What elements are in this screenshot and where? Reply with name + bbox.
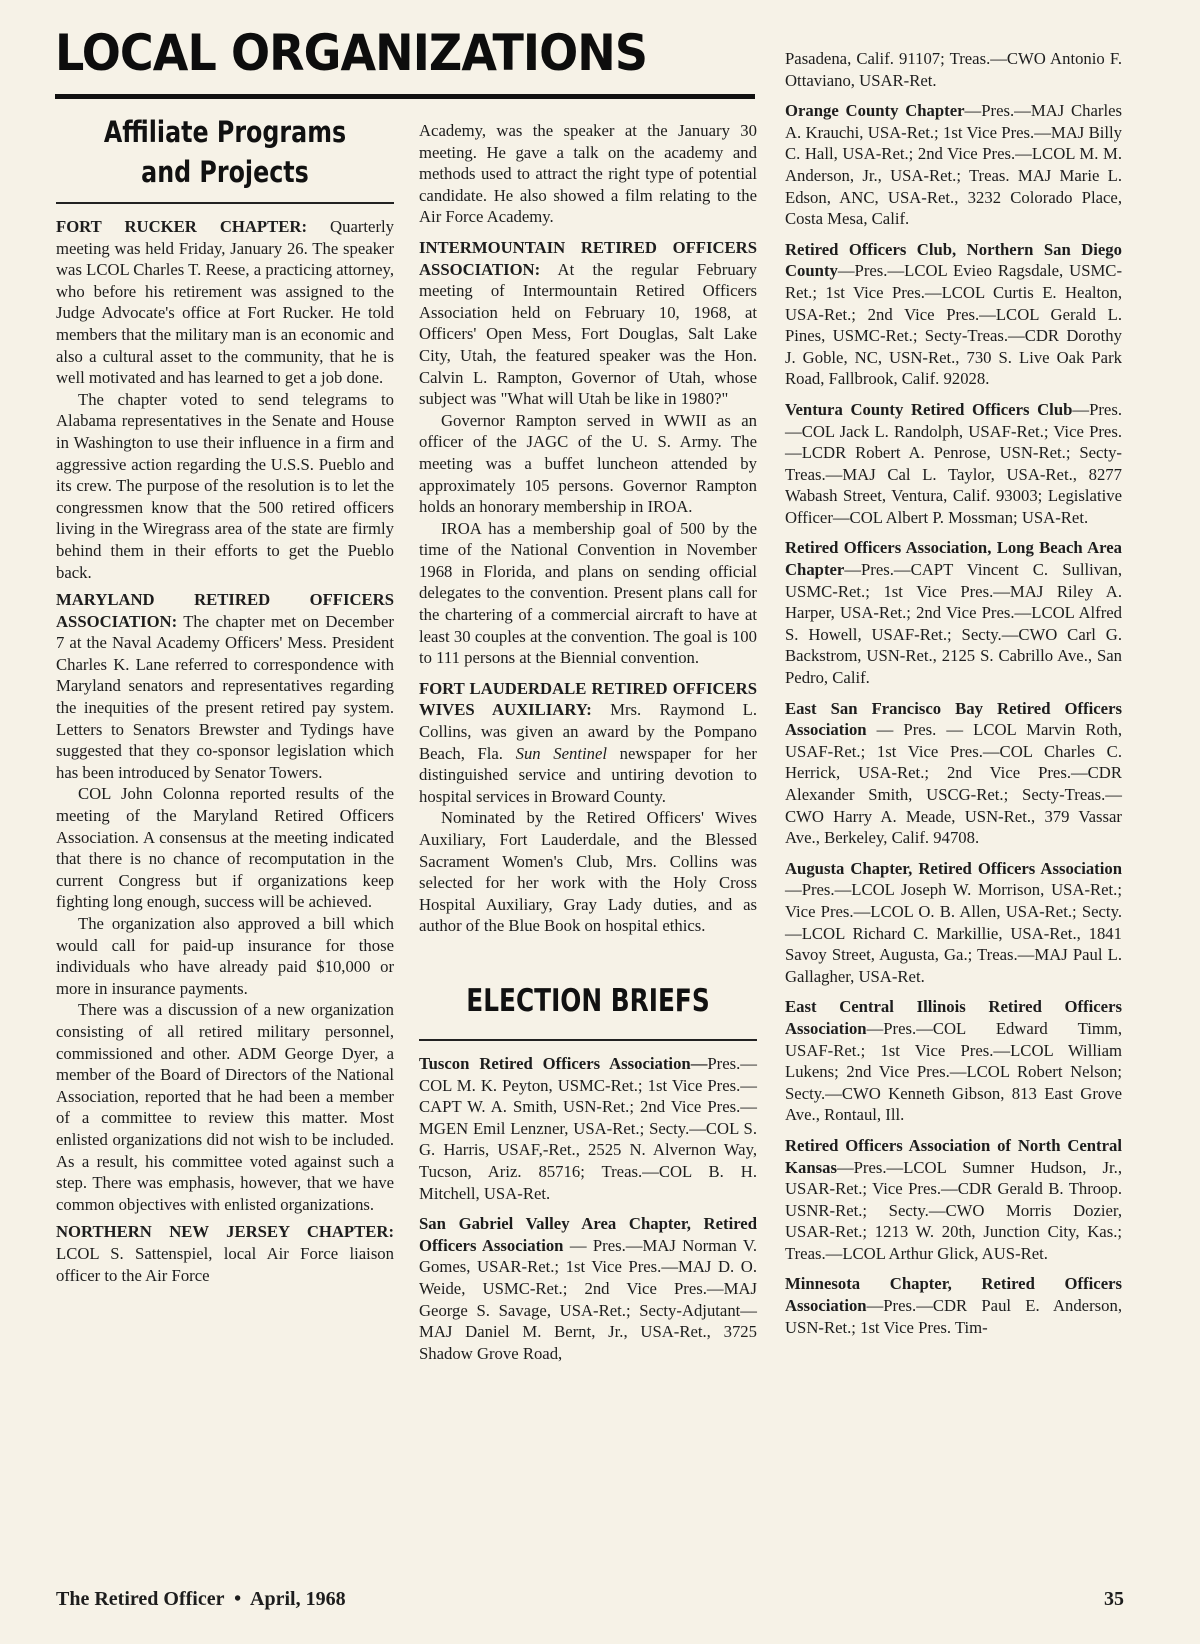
- article-maryland: [56, 589, 394, 1215]
- section-heading-election-briefs: ELECTION BRIEFS: [466, 982, 710, 1019]
- footer-publication-line: [56, 1588, 346, 1611]
- election-san-gabriel: [419, 1213, 757, 1364]
- article-text: LCOL S. Sattenspiel, local Air Force liaison officer to the Air Force: [56, 1243, 394, 1285]
- article-text: Academy, was the speaker at the January 30 meeting. He gave a talk on the academy and methods used to attract the right type of potential candidate. He also showed a film relating to the Air Force Academy.: [419, 121, 757, 227]
- election-text: —Pres.—COL Edward Timm, USAF-Ret.; 1st Vice Pres.—LCOL William Lukens; 2nd Vice Pres.—LCOL Robert Nelson; Secty.—CWO Kenneth Gibson, 813 East Grove Ave., Rontaul, Ill.: [785, 1018, 1122, 1125]
- article-intermountain: [419, 237, 757, 669]
- article-northern-new-jersey: [56, 1221, 394, 1286]
- column-3: [785, 48, 1122, 1347]
- election-lead: Retired Officers Club, Northern San Diego County: [785, 239, 1122, 281]
- article-lead: FORT RUCKER CHAPTER:: [56, 217, 307, 236]
- election-text: — Pres. — LCOL Marvin Roth, USAF-Ret.; 1st Vice Pres.—COL Charles C. Herrick, USA-Ret.; 2nd Vice Pres.—CDR Alexander Smith, USCG-Ret.; Secty-Treas.—CWO Harry A. Meade, USN-Ret., 379 Vassar Ave., Berkeley, Calif. 94708.: [785, 720, 1122, 848]
- article-text: At the regular February meeting of Intermountain Retired Officers Association held on February 10, 1968, at Officers' Open Mess, Fort Douglas, Salt Lake City, Utah, the featured speaker was the Hon. Calvin L. Rampton, Governor of Utah, whose subject was "What will Utah be like in 1980?": [419, 259, 757, 409]
- article-paragraph: The chapter voted to send telegrams to Alabama representatives in the Senate and House in Washington to use their influence in a firm and aggressive action regarding the U.S.S. Pueblo and its crew. The purpose of the resolution is to let the congressmen know that the 500 retired officers living in the Wiregrass area of the state are firmly behind them in their efforts to get the Pueblo back.: [56, 389, 394, 582]
- article-lead: NORTHERN NEW JERSEY CHAPTER:: [56, 1222, 394, 1242]
- election-text: —Pres.—CDR Paul E. Anderson, USN-Ret.; 1st Vice Pres. Tim-: [785, 1296, 1122, 1337]
- column-2: [419, 120, 757, 1373]
- election-lead: Augusta Chapter, Retired Officers Association: [785, 858, 1122, 878]
- election-text: —Pres.—LCOL Joseph W. Morrison, USA-Ret.; Vice Pres.—LCOL O. B. Allen, USA-Ret.; Secty.—LCOL Richard C. Markillie, USA-Ret., 1841 Savoy Street, Augusta, Ga.; Treas.—MAJ Paul L. Gallagher, USA-Ret.: [785, 880, 1122, 986]
- election-lead: Tuscon Retired Officers Association—: [419, 1053, 708, 1073]
- article-fort-rucker: [56, 216, 394, 583]
- column-1: [56, 112, 394, 1286]
- election-text: —Pres.—COL Jack L. Randolph, USAF-Ret.; Vice Pres.—LCDR Robert A. Penrose, USN-Ret.; Secty-Treas.—MAJ Cal L. Taylor, USA-Ret., 8277 Wabash Street, Ventura, Calif. 93003; Legislative Officer—COL Albert P. Mossman; USA-Ret.: [785, 399, 1122, 527]
- election-entry: [785, 858, 1122, 988]
- election-san-gabriel-continued: [785, 48, 1122, 91]
- article-lead: FORT LAUDERDALE RETIRED OFFICERS WIVES AUXILIARY:: [419, 678, 757, 720]
- article-northern-new-jersey-continued: [419, 120, 757, 228]
- election-lead: East Central Illinois Retired Officers Association: [785, 997, 1122, 1038]
- election-lead: Retired Officers Association, Long Beach Area Chapter: [785, 538, 1122, 580]
- article-paragraph: IROA has a membership goal of 500 by the time of the National Convention in November 1968 in Florida, and plans on sending official delegates to the convention. Present plans call for the chartering of a commercial aircraft to have at least 30 couples at the convention. The goal is 100 to 111 persons at the Biennial convention.: [419, 518, 757, 668]
- article-text: The chapter met on December 7 at the Naval Academy Officers' Mess. President Charles K. Lane referred to correspondence with Maryland senators and representatives regarding the inequities of the present retired pay system. Letters to Senators Brewster and Tydings have suggested that they co-sponsor legislation which has been introduced by Senator Towers.: [56, 611, 394, 782]
- election-text: —Pres.—MAJ Charles A. Krauchi, USA-Ret.; 1st Vice Pres.—MAJ Billy C. Hall, USA-Ret.; 2nd Vice Pres.—LCOL M. M. Anderson, Jr., USA-Ret.; Treas. MAJ Marie L. Edson, ANC, USA-Ret., 3232 Colorado Place, Costa Mesa, Calif.: [785, 101, 1122, 229]
- election-entry: [785, 1273, 1122, 1338]
- section-rule: [56, 202, 394, 204]
- election-entry: [785, 100, 1122, 230]
- election-text: — Pres.—MAJ Norman V. Gomes, USAR-Ret.; 1st Vice Pres.—MAJ D. O. Weide, USMC-Ret.; 2nd Vice Pres.—MAJ George S. Savage, USA-Ret.; Secty-Adjutant—MAJ Daniel M. Bernt, Jr., USA-Ret., 3725 Shadow Grove Road,: [419, 1235, 757, 1363]
- section-heading-line-2: and Projects: [141, 155, 309, 189]
- article-paragraph: The organization also approved a bill which would call for paid-up insurance for those individuals who have already paid $10,000 or more in insurance payments.: [56, 914, 394, 998]
- election-text: Pres.—COL M. K. Peyton, USMC-Ret.; 1st Vice Pres.—CAPT W. A. Smith, USN-Ret.; 2nd Vice Pres.—MGEN Emil Lenzner, USA-Ret.; Secty.—COL S. G. Harris, USAF,-Ret., 2525 N. Alvernon Way, Tucson, Ariz. 85716; Treas.—COL B. H. Mitchell, USA-Ret.: [419, 1053, 757, 1203]
- election-lead: San Gabriel Valley Area Chapter, Retired Officers Association: [419, 1214, 757, 1255]
- article-lead: INTERMOUNTAIN RETIRED OFFICERS ASSOCIATION:: [419, 237, 757, 279]
- article-text: Quarterly meeting was held Friday, January 26. The speaker was LCOL Charles T. Reese, a practicing attorney, who before his retirement was assigned to the Judge Advocate's office at Fort Rucker. He told members that the military man is an economic and also a cultural asset to the community, that he is well motivated and has learned to get a job done.: [56, 217, 394, 388]
- election-entry: [785, 996, 1122, 1126]
- election-entry: [785, 1135, 1122, 1265]
- election-entry: [785, 537, 1122, 688]
- election-text: —Pres.—LCOL Evieo Ragsdale, USMC-Ret.; 1st Vice Pres.—LCOL Curtis E. Healton, USA-Ret.; 2nd Vice Pres.—LCOL Gerald L. Pines, USMC-Ret.; Secty-Treas.—CDR Dorothy J. Goble, NC, USN-Ret., 730 S. Live Oak Park Road, Fallbrook, Calif. 92028.: [785, 261, 1122, 389]
- election-text: Pasadena, Calif. 91107; Treas.—CWO Antonio F. Ottaviano, USAR-Ret.: [785, 49, 1122, 90]
- article-paragraph: There was a discussion of a new organization consisting of all retired military personnel, commissioned and other. ADM George Dyer, a member of the Board of Directors of the National Association, reported that he had been a member of a committee to review this matter. Most enlisted organizations did not wish to be included. As a result, his committee voted against such a step. There was emphasis, however, that we have common objectives with enlisted organizations.: [56, 1000, 394, 1214]
- section-rule: [419, 1039, 757, 1041]
- election-text: —Pres.—LCOL Sumner Hudson, Jr., USAR-Ret.; Vice Pres.—CDR Gerald B. Throop. USNR-Ret.; Secty.—CWO Morris Dozier, USAR-Ret.; 1213 W. 20th, Junction City, Kas.; Treas.—LCOL Arthur Glick, AUS-Ret.: [785, 1157, 1122, 1263]
- article-paragraph: COL John Colonna reported results of the meeting of the Maryland Retired Officers Association. A consensus at the meeting indicated that there is no chance of recomputation in the current Congress but if organizations keep fighting long enough, success will be achieved.: [56, 784, 394, 912]
- election-entry: [785, 239, 1122, 390]
- masthead-rule: [55, 94, 755, 99]
- election-lead: Ventura County Retired Officers Club: [785, 399, 1073, 419]
- election-text: —Pres.—CAPT Vincent C. Sullivan, USMC-Ret.; 1st Vice Pres.—MAJ Riley A. Harper, USA-Ret.; 2nd Vice Pres.—LCOL Alfred S. Howell, USAF-Ret.; Secty.—CWO Carl G. Backstrom, USN-Ret., 2125 S. Cabrillo Ave., San Pedro, Calif.: [785, 560, 1122, 688]
- section-heading-line-1: Affiliate Programs: [103, 115, 347, 149]
- section-heading-affiliate: [86, 112, 363, 192]
- election-entry: [785, 399, 1122, 529]
- article-text: newspaper for her distinguished service and untiring devotion to hospital services in Broward County.: [419, 743, 757, 806]
- article-lead: MARYLAND RETIRED OFFICERS ASSOCIATION:: [56, 590, 394, 631]
- election-tuscon: [419, 1053, 757, 1204]
- publication-name: The Retired Officer: [56, 1588, 225, 1610]
- article-paragraph: Nominated by the Retired Officers' Wives Auxiliary, Fort Lauderdale, and the Blessed Sacrament Women's Club, Mrs. Collins was selected for her work with the Holy Cross Hospital Auxiliary, Gray Lady duties, and as author of the Blue Book on hospital ethics.: [419, 808, 757, 936]
- election-lead: Orange County Chapter: [785, 101, 965, 121]
- article-paragraph: Governor Rampton served in WWII as an officer of the JAGC of the U. S. Army. The meeting was a buffet luncheon attended by approximately 105 persons. Governor Rampton holds an honorary membership in IROA.: [419, 410, 757, 517]
- election-lead: Retired Officers Association of North Central Kansas: [785, 1135, 1122, 1177]
- article-text: Mrs. Raymond L. Collins, was given an award by the Pompano Beach, Fla.: [419, 700, 757, 763]
- footer-separator: •: [234, 1588, 242, 1610]
- page-title: LOCAL ORGANIZATIONS: [55, 24, 648, 82]
- issue-date: April, 1968: [250, 1588, 346, 1610]
- page-number: 35: [1104, 1588, 1124, 1610]
- election-lead: East San Francisco Bay Retired Officers Association: [785, 698, 1122, 740]
- article-fort-lauderdale: [419, 678, 757, 937]
- newspaper-name: Sun Sentinel: [515, 743, 608, 763]
- election-lead: Minnesota Chapter, Retired Officers Association: [785, 1274, 1122, 1316]
- election-entry: [785, 698, 1122, 849]
